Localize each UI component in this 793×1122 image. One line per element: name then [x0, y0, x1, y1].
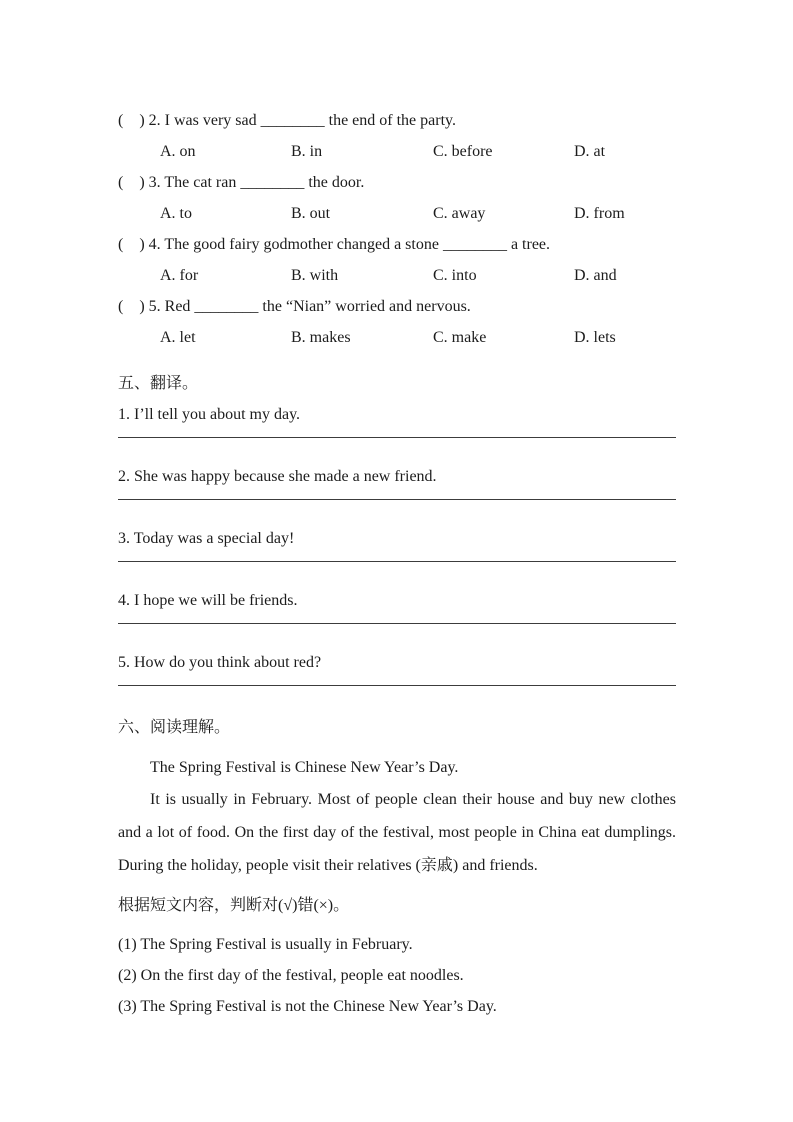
translation-item	[118, 461, 676, 500]
worksheet-content	[118, 105, 676, 1022]
mc-option-a: A. on	[160, 143, 196, 160]
answer-blank-line	[118, 499, 676, 500]
judgment-item: (2) On the first day of the festival, people eat noodles.	[118, 967, 464, 984]
judgment-item: (3) The Spring Festival is not the Chinese New Year’s Day.	[118, 998, 497, 1015]
mc-question-block	[118, 229, 676, 291]
answer-blank-line	[118, 685, 676, 686]
mc-option-b: B. in	[291, 143, 323, 160]
translation-item	[118, 647, 676, 686]
translation-sentence: 4. I hope we will be friends.	[118, 592, 298, 609]
translation-item	[118, 523, 676, 562]
mc-question-prompt: ( ) 4. The good fairy godmother changed a stone ________ a tree.	[118, 236, 551, 253]
mc-question-prompt: ( ) 5. Red ________ the “Nian” worried and nervous.	[118, 298, 471, 315]
mc-options-row	[118, 136, 676, 167]
mc-question-prompt: ( ) 2. I was very sad ________ the end of the party.	[118, 112, 456, 129]
mc-option-a: A. let	[160, 329, 196, 346]
mc-option-d: D. from	[574, 205, 625, 222]
mc-option-c: C. into	[433, 267, 477, 284]
passage-line: It is usually in February. Most of people clean their house and buy new clothes	[150, 791, 676, 808]
translation-item	[118, 399, 676, 438]
mc-question-prompt: ( ) 3. The cat ran ________ the door.	[118, 174, 365, 191]
judgment-list	[118, 929, 676, 1022]
mc-option-d: D. at	[574, 143, 606, 160]
mc-options-row	[118, 260, 676, 291]
mc-options-row	[118, 198, 676, 229]
mc-option-b: B. makes	[291, 329, 351, 346]
mc-question-block	[118, 291, 676, 353]
judgment-instruction: 根据短文内容，判断对(√)错(×)。	[118, 897, 350, 914]
mc-question-block	[118, 105, 676, 167]
translation-sentence: 2. She was happy because she made a new friend.	[118, 468, 437, 485]
mc-options-row	[118, 322, 676, 353]
mc-option-b: B. with	[291, 267, 339, 284]
mc-question-block	[118, 167, 676, 229]
translation-sentence: 5. How do you think about red?	[118, 654, 322, 671]
mc-option-a: A. for	[160, 267, 199, 284]
translation-sentence: 3. Today was a special day!	[118, 530, 295, 547]
answer-blank-line	[118, 561, 676, 562]
section-heading-reading: 六、阅读理解。	[118, 719, 231, 736]
mc-option-c: C. away	[433, 205, 486, 222]
passage-paragraph-1: The Spring Festival is Chinese New Year’s Day.	[150, 759, 459, 776]
mc-option-a: A. to	[160, 205, 192, 222]
translation-sentence: 1. I’ll tell you about my day.	[118, 406, 301, 423]
passage-line: During the holiday, people visit their relatives (亲戚) and friends.	[118, 857, 538, 874]
translation-item	[118, 585, 676, 624]
mc-option-b: B. out	[291, 205, 331, 222]
answer-blank-line	[118, 623, 676, 624]
passage-line: and a lot of food. On the first day of the festival, most people in China eat dumplings.	[118, 824, 676, 841]
mc-option-d: D. and	[574, 267, 617, 284]
answer-blank-line	[118, 437, 676, 438]
mc-option-c: C. make	[433, 329, 487, 346]
judgment-item: (1) The Spring Festival is usually in February.	[118, 936, 413, 953]
mc-option-c: C. before	[433, 143, 493, 160]
section-heading-translation: 五、翻译。	[118, 375, 199, 392]
mc-option-d: D. lets	[574, 329, 616, 346]
